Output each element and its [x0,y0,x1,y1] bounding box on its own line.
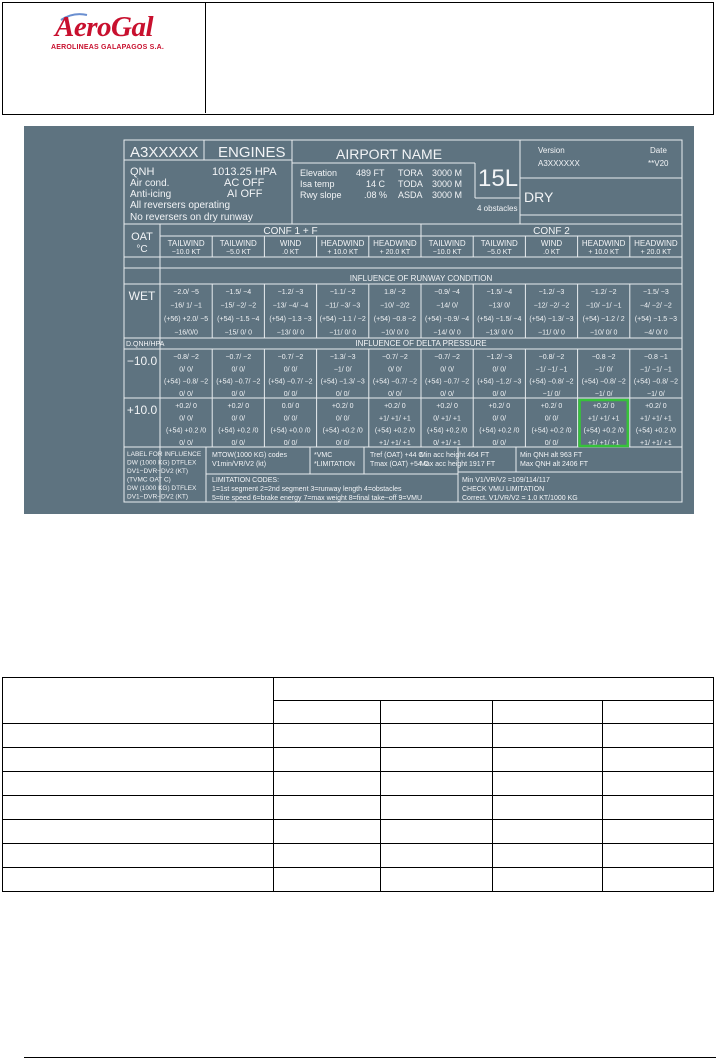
qnh-label: QNH [130,166,155,178]
wet-cell: (+54) −1.3 −3 [269,316,312,323]
wet-cell: −12/ −2/ −2 [533,302,570,310]
wet-cell: −1.2/ −2 [590,289,617,296]
plus10-cell: 0/ 0/ [283,439,298,447]
wind-column-label: TAILWIND [167,239,205,248]
company-logo: AeroGal [55,11,153,43]
footer-rule [24,1057,716,1058]
logo-cell [3,3,206,113]
plus10-cell: (+54) +0.2 /0 [218,427,259,435]
table-cell [603,844,714,868]
table-cell [492,772,603,796]
speed-note-line: Min V1/VR/V2 =109/114/117 [462,477,550,484]
plus10-cell: +1/ +1/ +1 [640,415,672,423]
plus10-cell: +1/ +1/ +1 [587,415,620,423]
table-cell [3,868,274,892]
plus10-cell: (+54) +0.2 /0 [531,427,572,435]
legend-influence-line: DW (1000 KG) DTFLEX [127,459,197,467]
date-label: Date [650,146,667,155]
plus10-cell: 0/ 0/ [492,439,507,447]
plus10-label: +10.0 [126,403,158,417]
aircond-value: AC OFF [224,177,265,189]
minus10-cell: 0/ 0/ [335,390,350,398]
wet-cell: −4/ 0/ 0 [644,329,668,337]
minus10-cell: 0/ 0/ [440,366,454,374]
table-row [3,678,714,701]
minus10-cell: (+54) −0.8/ −2 [164,378,209,386]
conf1-title: CONF 1 + F [263,226,318,237]
minus10-cell: 0/ 0/ [231,366,246,374]
minus10-cell: −0.7/ −2 [434,354,460,361]
legend-accel-line: Max acc height 1917 FT [420,461,496,468]
wet-cell: −1.5/ −4 [225,289,252,296]
minus10-cell: 0/ 0/ [440,390,454,398]
table-row [3,868,714,892]
table-cell [381,772,493,796]
table-cell [381,724,493,748]
table-cell [492,844,603,868]
table-cell [603,724,714,748]
wet-cell: (+56) +2.0/ −5 [164,316,209,323]
elevation-value: 489 FT [356,168,385,178]
wet-cell: −14/ 0/ 0 [433,329,461,337]
oat-label: OAT [131,231,153,243]
minus10-cell: −0.7/ −2 [225,354,252,361]
minus10-label: −10.0 [126,354,158,368]
minus10-cell: 0/ 0/ [492,366,507,374]
asda-value: 3000 M [432,190,463,200]
minus10-cell: (+54) −0.7/ −2 [268,378,313,386]
minus10-cell: −0.7/ −2 [382,354,408,361]
table-cell [492,796,603,820]
table-cell [273,868,381,892]
table-cell [381,796,493,820]
minus10-cell: −1/ −1/ −1 [535,366,568,374]
wind-column-label: TAILWIND [219,239,257,248]
wet-cell: −13/ 0/ 0 [276,329,305,337]
wind-column-speed: .0 KT [282,249,299,256]
wet-cell: −1.2/ −3 [277,289,304,296]
minus10-cell: 0/ 0/ [231,390,246,398]
plus10-cell: +0.2/ 0 [488,403,511,410]
minus10-cell: 0/ 0/ [179,366,193,374]
plus10-cell: 0/ 0/ [283,415,298,423]
wet-cell: (+54) −1.2 / 2 [582,316,625,323]
document-header [2,2,714,115]
minus10-cell: −1/ 0/ [333,366,352,374]
legend-temp-line: Tmax (OAT) +54 C [370,461,429,468]
minus10-cell: 0/ 0/ [179,390,193,398]
limitation-code-line: 5=tire speed 6=brake energy 7=max weight 8=final take−off 9=VMU [212,495,423,502]
table-row [3,796,714,820]
takeoff-chart-svg [24,126,694,514]
wet-cell: −11/ 0/ 0 [538,329,565,337]
plus10-cell: 0/ 0/ [179,439,193,447]
minus10-cell: −1.2/ −3 [486,354,513,361]
minus10-cell: −1/ −1/ −1 [640,366,672,374]
delta-pressure-title: INFLUENCE OF DELTA PRESSURE [355,339,487,348]
table-cell [273,844,381,868]
wet-cell: −1.5/ −4 [486,289,513,296]
takeoff-chart-figure [24,126,694,514]
delta-qnh-label: D.QNH/HPA [126,341,165,348]
table-cell [273,678,713,701]
plus10-cell: (+54) +0.2 /0 [635,427,676,435]
plus10-cell: (+54) +0.2 /0 [427,427,468,435]
wind-column-speed: −10.0 KT [432,249,462,256]
plus10-cell: (+54) +0.2 /0 [479,427,520,435]
wet-cell: −4/ −2/ −2 [640,302,672,310]
wet-cell: (+54) −0.8 −2 [373,316,417,323]
plus10-cell: +1/ +1/ +1 [379,439,411,447]
plus10-cell: (+54) +0.2 /0 [374,427,415,435]
slope-label: Rwy slope [300,190,342,200]
wet-cell: −15/ −2/ −2 [220,302,257,310]
table-row [3,724,714,748]
table-row [3,820,714,844]
toda-label: TODA [398,179,423,189]
plus10-cell: 0.0/ 0 [281,403,300,410]
minus10-cell: −1/ 0/ [542,390,561,398]
plus10-cell: +1/ +1/ +1 [640,439,672,447]
table-cell [381,820,493,844]
wind-column-label: WIND [279,239,302,248]
minus10-cell: (+54) −0.7/ −2 [216,378,261,386]
wet-cell: −10/ 0/ 0 [589,329,618,337]
plus10-cell: +0.2/ 0 [227,403,250,410]
legend-mtow-line: MTOW(1000 KG) codes [212,452,287,459]
wet-cell: −10/ −2/2 [380,302,410,310]
table-cell [603,868,714,892]
table-cell [381,844,493,868]
table-cell [603,820,714,844]
conf2-title: CONF 2 [533,226,570,237]
table-cell [3,820,274,844]
slope-value: .08 % [364,190,388,200]
wet-cell: −1.5/ −3 [643,289,669,296]
company-logo-subtitle: AEROLINEAS GALAPAGOS S.A. [51,44,164,51]
wet-cell: 1.8/ −2 [384,289,406,296]
minus10-cell: −0.8/ −2 [538,354,565,361]
wet-cell: (+54) −1.1 / −2 [319,316,366,323]
plus10-cell: +0.2/ 0 [331,403,354,410]
wet-cell: −2.0/ −5 [173,289,199,296]
tora-value: 3000 M [432,168,463,178]
table-cell [603,796,714,820]
wet-cell: −15/ 0/ 0 [224,329,253,337]
legend-influence-line: DV1−DVR−DV2 (KT) [127,468,189,475]
wind-column-speed: + 20.0 KT [640,249,672,256]
wet-cell: −13/ 0/ 0 [485,329,514,337]
table-cell [603,748,714,772]
minus10-cell: (+54) −0.7/ −2 [372,378,417,386]
minus10-cell: 0/ 0/ [283,390,298,398]
wind-column-speed: −10.0 KT [171,249,201,256]
antiice-value: AI OFF [227,188,263,200]
plus10-cell: 0/ 0/ [335,415,350,423]
wind-column-speed: .0 KT [543,249,560,256]
legend-temp-line: Tref (OAT) +44 C [370,452,424,459]
qnh-value: 1013.25 HPA [212,166,277,178]
asda-label: ASDA [398,190,423,200]
isa-value: 14 C [366,179,386,189]
table-cell [3,748,274,772]
table-cell [492,701,603,724]
elevation-label: Elevation [300,168,338,178]
wet-cell: −16/ 1/ −1 [170,302,202,310]
wet-cell: −16/0/0 [174,329,198,337]
wind-column-label: TAILWIND [480,239,518,248]
plus10-cell: +0.2/ 0 [592,403,615,410]
legend-qnh-line: Max QNH alt 2406 FT [520,461,589,468]
minus10-cell: (+54) −1.3/ −3 [320,378,365,386]
minus10-cell: (+54) −0.7/ −2 [425,378,470,386]
table-cell [273,748,381,772]
plus10-cell: 0/ +1/ +1 [433,415,461,423]
table-row [3,772,714,796]
plus10-cell: +1/ +1/ +1 [379,415,411,423]
wet-cell: −1.1/ −2 [329,289,356,296]
wet-cell: −11/ 0/ 0 [329,329,357,337]
wind-column-label: HEADWIND [320,239,365,248]
wind-column-speed: −5.0 KT [225,249,251,256]
table-cell [273,820,381,844]
wet-cell: −11/ −3/ −3 [325,302,361,310]
limitation-code-line: 1=1st segment 2=2nd segment 3=runway length 4=obstacles [212,486,402,493]
oat-unit: °C [136,244,148,255]
plus10-cell: 0/ 0/ [492,415,507,423]
minus10-cell: −1.3/ −3 [329,354,356,361]
wet-cell: (+54) −1.3/ −3 [529,316,574,323]
table-cell [273,701,381,724]
plus10-cell: 0/ 0/ [231,439,246,447]
plus10-cell: +1/ +1/ +1 [587,439,620,447]
plus10-cell: (+54) +0.0 /0 [270,427,311,435]
plus10-cell: +0.2/ 0 [175,403,197,410]
table-cell [3,678,274,724]
wind-column-speed: + 10.0 KT [588,249,619,256]
plus10-cell: 0/ +1/ +1 [433,439,461,447]
legend-qnh-line: Min QNH alt 963 FT [520,452,583,459]
runway-id: 15L [478,165,519,192]
table-cell [381,701,493,724]
plus10-cell: 0/ 0/ [179,415,193,423]
wet-cell: −14/ 0/ [436,302,458,310]
minus10-cell: (+54) −0.8/ −2 [633,378,678,386]
plus10-cell: 0/ 0/ [544,415,559,423]
minus10-cell: −0.7/ −2 [277,354,304,361]
table-cell [492,820,603,844]
table-cell [381,868,493,892]
wet-cell: −10/ 0/ 0 [381,329,409,337]
antiice-label: Anti-icing [130,189,172,200]
toda-value: 3000 M [432,179,463,189]
legend-influence-line: DW (1000 KG) DTFLEX [127,485,197,492]
table-cell [603,772,714,796]
legend-vmc-line: *LIMITATION [314,461,355,468]
wet-cell: −10/ −1/ −1 [585,302,622,310]
wind-column-speed: + 20.0 KT [379,249,411,256]
version-label: Version [538,146,565,155]
wind-column-label: HEADWIND [581,239,626,248]
legend-influence-line: DV1−DVR−DV2 (KT) [127,493,189,501]
table-cell [3,724,274,748]
minus10-cell: −1/ 0/ [594,366,613,374]
wet-cell: −0.9/ −4 [434,289,460,296]
legend-vmc-line: *VMC [314,452,333,459]
wet-cell: −13/ −4/ −4 [272,302,309,310]
blank-table [2,677,714,892]
legend-mtow-line: V1min/VR/V2 (kt) [212,461,267,468]
minus10-cell: 0/ 0/ [388,366,402,374]
wet-cell: (+54) −0.9/ −4 [425,316,470,323]
wet-cell: −1.2/ −3 [538,289,565,296]
wind-column-speed: −5.0 KT [486,249,512,256]
legend-accel-line: Min acc height 464 FT [420,452,490,459]
aircond-label: Air cond. [130,178,170,189]
minus10-cell: 0/ 0/ [283,366,298,374]
table-cell [273,796,381,820]
surface-condition: DRY [524,189,554,205]
minus10-cell: 0/ 0/ [492,390,507,398]
table-row [3,748,714,772]
airport-name: AIRPORT NAME [336,146,443,162]
wind-column-label: WIND [540,239,563,248]
plus10-cell: +0.2/ 0 [384,403,406,410]
minus10-cell: −1/ 0/ [647,390,665,398]
wind-column-label: HEADWIND [634,239,678,248]
wet-cell: −13/ 0/ [488,302,511,310]
table-cell [3,844,274,868]
table-cell [3,772,274,796]
table-cell [273,772,381,796]
isa-label: Isa temp [300,179,335,189]
reversers-none: No reversers on dry runway [130,212,253,223]
section-title: ENGINES [218,144,286,161]
minus10-cell: −0.8 −2 [591,354,616,361]
plus10-cell: +0.2/ 0 [436,403,458,410]
table-cell [273,724,381,748]
minus10-cell: 0/ 0/ [388,390,402,398]
obstacle-count: 4 obstacles [477,204,518,213]
wind-column-label: HEADWIND [373,239,417,248]
legend-influence-line: LABEL FOR INFLUENCE [127,451,202,458]
minus10-cell: (+54) −1.2/ −3 [477,378,522,386]
plus10-cell: 0/ 0/ [231,415,246,423]
table-cell [492,748,603,772]
plus10-cell: (+54) +0.2 /0 [166,427,207,435]
runway-condition-title: INFLUENCE OF RUNWAY CONDITION [349,274,493,283]
wet-label: WET [128,289,156,303]
wet-cell: (+54) −1.5/ −4 [477,316,522,323]
table-cell [492,724,603,748]
minus10-cell: (+54) −0.8/ −2 [529,378,574,386]
speed-note-line: CHECK VMU LIMITATION [462,486,545,493]
plus10-cell: +0.2/ 0 [540,403,563,410]
aircraft-code: A3XXXXX [130,144,199,161]
plus10-cell: (+54) +0.2 /0 [322,427,363,435]
tora-label: TORA [398,168,423,178]
wet-cell: (+54) −1.5 −4 [217,316,260,323]
wind-column-label: TAILWIND [428,239,466,248]
minus10-cell: −1/ 0/ [594,390,613,398]
table-cell [381,748,493,772]
minus10-cell: −0.8/ −2 [173,354,199,361]
plus10-cell: (+54) +0.2 /0 [583,427,624,435]
table-row [3,844,714,868]
minus10-cell: (+54) −0.8/ −2 [581,378,626,386]
wet-cell: (+54) −1.5 −3 [634,316,678,323]
table-cell [603,701,714,724]
table-cell [492,868,603,892]
date-value: **V20 [648,159,669,168]
speed-note-line: Correct. V1/VR/V2 = 1.0 KT/1000 KG [462,495,578,502]
version-value: A3XXXXXX [538,159,580,168]
legend-influence-line: (TVMC OAT C) [127,476,171,484]
plus10-cell: +0.2/ 0 [645,403,667,410]
plus10-cell: 0/ 0/ [544,439,559,447]
minus10-cell: −0.8 −1 [644,354,668,361]
plus10-cell: 0/ 0/ [335,439,350,447]
limitation-code-line: LIMITATION CODES: [212,477,280,484]
wind-column-speed: + 10.0 KT [327,249,358,256]
reversers-all: All reversers operating [130,200,231,211]
table-cell [3,796,274,820]
